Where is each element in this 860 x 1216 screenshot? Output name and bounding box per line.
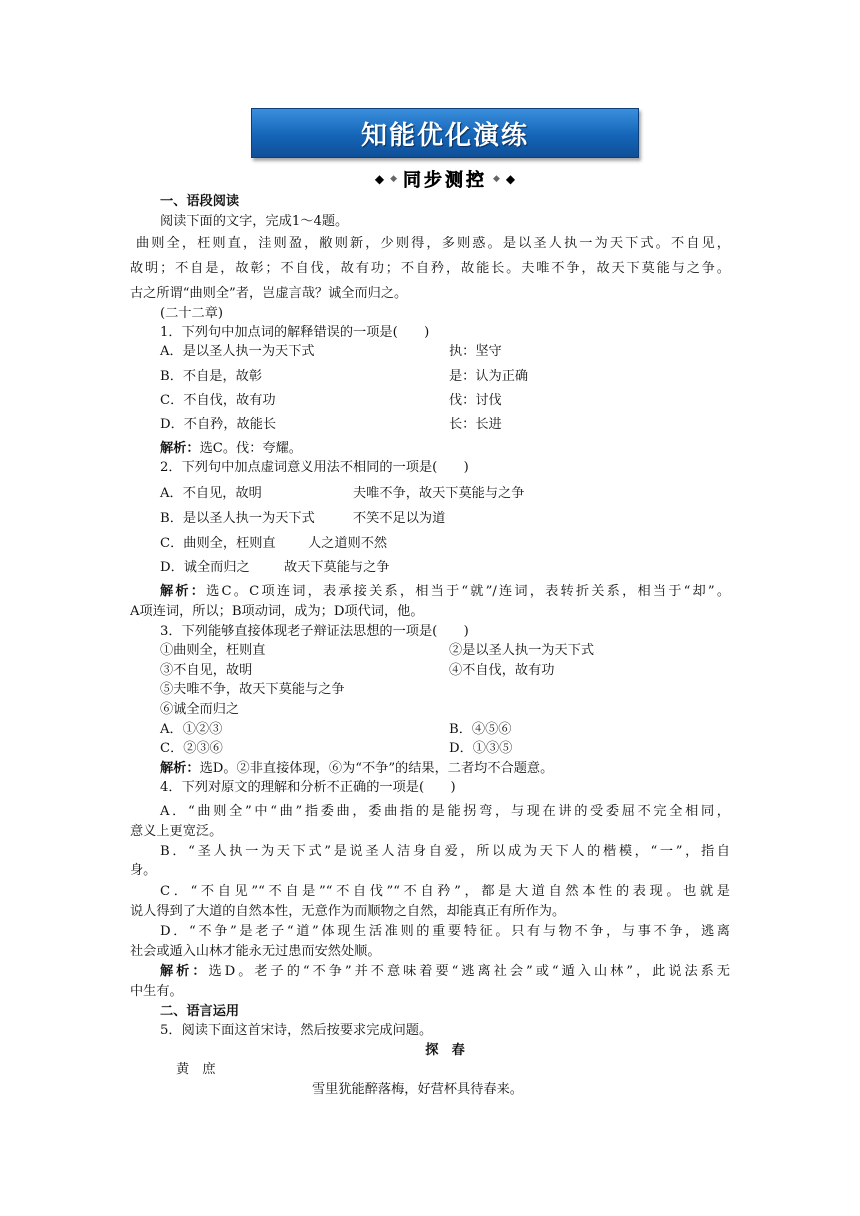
diamond-small-icon: ◆ bbox=[493, 174, 500, 184]
poem-line: 雪里犹能醉落梅，好营杯具待春来。 bbox=[312, 1082, 523, 1097]
statement: ④不自伐，故有功 bbox=[449, 663, 555, 678]
option: D．①③⑤ bbox=[449, 741, 513, 756]
section-heading: 二、语言运用 bbox=[160, 1004, 240, 1019]
question-stem: 3．下列能够直接体现老子辩证法思想的一项是( ) bbox=[160, 624, 469, 639]
option: B．是以圣人执一为天下式 bbox=[160, 511, 315, 526]
analysis: 解析：选D。老子的“不争”并不意味着要“逃离社会”或“遁入山林”，此说法系无 bbox=[160, 964, 730, 979]
analysis: 解析：选C。C项连词，表承接关系，相当于“就”/连词，表转折关系，相当于“却”。 bbox=[160, 584, 731, 599]
diamond-small-icon: ◆ bbox=[390, 174, 397, 184]
analysis-continued: 中生有。 bbox=[130, 984, 183, 999]
analysis: 解析：选C。伐：夸耀。 bbox=[160, 441, 302, 456]
diamond-icon: ◆ bbox=[374, 172, 385, 186]
option-note: 是：认为正确 bbox=[449, 369, 529, 384]
option-continued: 社会或遁入山林才能永无过患而安然处顺。 bbox=[130, 944, 381, 959]
sub-header bbox=[355, 167, 535, 191]
option: B．“圣人执一为天下式”是说圣人洁身自爱，所以成为天下人的楷模，“一”，指自 bbox=[160, 844, 730, 859]
option-compare: 人之道则不然 bbox=[308, 536, 388, 551]
option: A．不自见，故明 bbox=[160, 486, 262, 501]
question-stem: 5．阅读下面这首宋诗，然后按要求完成问题。 bbox=[160, 1023, 433, 1038]
question-stem: 4．下列对原文的理解和分析不正确的一项是( ) bbox=[160, 780, 456, 795]
option-note: 伐：讨伐 bbox=[449, 393, 502, 408]
question-stem: 1．下列句中加点词的解释错误的一项是( ) bbox=[160, 325, 430, 340]
option-continued: 意义上更宽泛。 bbox=[130, 824, 223, 839]
option: D．不自矜，故能长 bbox=[160, 417, 277, 432]
analysis: 解析：选D。②非直接体现，⑥为“不争”的结果，二者均不合题意。 bbox=[160, 761, 554, 776]
option: A．“曲则全”中“曲”指委曲，委曲指的是能拐弯，与现在讲的受委屈不完全相同， bbox=[160, 804, 730, 819]
question-stem: 2．下列句中加点虚词意义用法不相同的一项是( ) bbox=[160, 460, 469, 475]
statement: ③不自见，故明 bbox=[160, 663, 253, 678]
section-heading: 一、语段阅读 bbox=[160, 194, 240, 209]
option-continued: 身。 bbox=[130, 863, 157, 878]
source: (二十二章) bbox=[160, 306, 224, 321]
option-compare: 故天下莫能与之争 bbox=[284, 560, 390, 575]
option: A．是以圣人执一为天下式 bbox=[160, 344, 315, 359]
passage-line: 曲则全，枉则直，洼则盈，敝则新，少则得，多则惑。是以圣人执一为天下式。不自见， bbox=[136, 236, 730, 251]
banner-title: 知能优化演练 bbox=[251, 108, 639, 158]
option: D．“不争”是老子“道”体现生活准则的重要特征。只有与物不争，与事不争，逃离 bbox=[160, 924, 730, 939]
option: A．①②③ bbox=[160, 722, 223, 737]
option: B．不自是，故彰 bbox=[160, 369, 263, 384]
option-continued: 说人得到了大道的自然本性，无意作为而顺物之自然，却能真正有所作为。 bbox=[130, 904, 566, 919]
passage-line: 古之所谓“曲则全”者，岂虚言哉？诚全而归之。 bbox=[130, 286, 408, 301]
analysis-continued: A项连词，所以；B项动词，成为；D项代词，他。 bbox=[130, 604, 424, 619]
option: B．④⑤⑥ bbox=[449, 722, 512, 737]
option: C．曲则全，枉则直 bbox=[160, 536, 276, 551]
option: D．诚全而归之 bbox=[160, 560, 250, 575]
option-note: 长：长进 bbox=[449, 417, 502, 432]
option: C．②③⑥ bbox=[160, 741, 223, 756]
option-note: 执：坚守 bbox=[449, 344, 502, 359]
passage-line: 故明；不自是，故彰；不自伐，故有功；不自矜，故能长。夫唯不争，故天下莫能与之争。 bbox=[130, 261, 730, 276]
statement: ⑥诚全而归之 bbox=[160, 702, 240, 717]
statement: ①曲则全，枉则直 bbox=[160, 643, 266, 658]
option: C．“不自见”“不自是”“不自伐”“不自矜”，都是大道自然本性的表现。也就是 bbox=[160, 884, 730, 899]
statement: ②是以圣人执一为天下式 bbox=[449, 643, 595, 658]
option-compare: 不笑不足以为道 bbox=[353, 511, 446, 526]
sub-header-text: 同步测控 bbox=[403, 170, 487, 191]
diamond-icon: ◆ bbox=[505, 172, 516, 186]
option: C．不自伐，故有功 bbox=[160, 393, 276, 408]
instruction: 阅读下面的文字，完成1～4题。 bbox=[160, 214, 349, 229]
poem-title: 探 春 bbox=[425, 1043, 465, 1058]
option-compare: 夫唯不争，故天下莫能与之争 bbox=[353, 486, 525, 501]
poem-author: 黄 庶 bbox=[176, 1062, 216, 1077]
statement: ⑤夫唯不争，故天下莫能与之争 bbox=[160, 682, 345, 697]
